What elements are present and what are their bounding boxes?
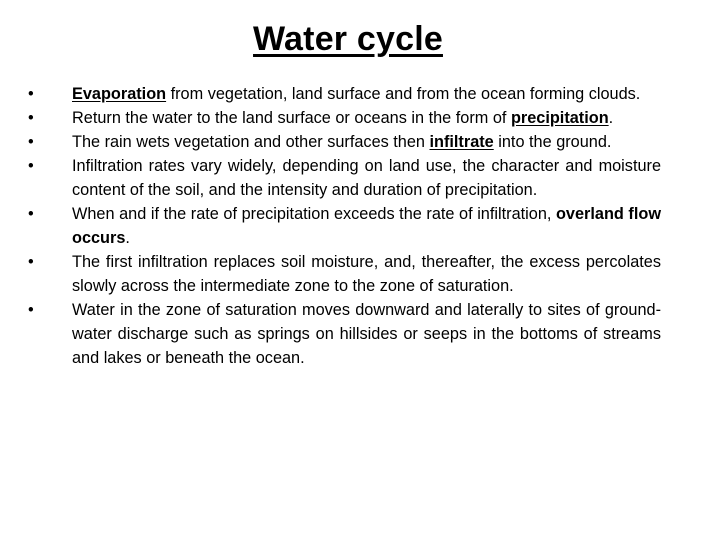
bullet-text: Return the water to the land surface or oceans in the form of [72,109,511,127]
slide-title: Water cycle [253,20,443,58]
bullet-text: When and if the rate of precipitation exceeds the rate of infiltration, [72,205,556,223]
bullet-text: . [608,109,614,127]
bullet-text: into the ground. [493,133,612,151]
bullet-item [28,250,661,298]
bullet-item [28,298,661,370]
bullet-item [28,106,661,130]
bullet-text: Water in the zone of saturation moves downward and laterally to sites of ground-water discharge such as springs on hillsides or seeps in the bottoms of streams and lakes or beneath the ocean. [72,301,661,367]
bullet-text: . [125,229,130,247]
bullet-text: The first infiltration replaces soil moisture, and, thereafter, the excess percolates slowly across the intermediate zone to the zone of saturation. [72,253,661,295]
bullet-item [28,82,661,106]
bullet-list [28,82,661,370]
bullet-text: The rain wets vegetation and other surfaces then [72,133,430,151]
term-precipitation: precipitation [510,109,609,127]
bullet-item [28,130,661,154]
bullet-item [28,154,661,202]
bullet-text: Infiltration rates vary widely, depending on land use, the character and moisture content of the soil, and the intensity and duration of precipitation. [72,157,661,199]
bullet-item [28,202,661,250]
bullet-text: from vegetation, land surface and from the ocean forming clouds. [166,85,641,103]
term-evaporation: Evaporation [72,85,167,103]
term-infiltrate: infiltrate [429,133,494,151]
term-overland-flow: overland flow occurs [72,205,661,247]
